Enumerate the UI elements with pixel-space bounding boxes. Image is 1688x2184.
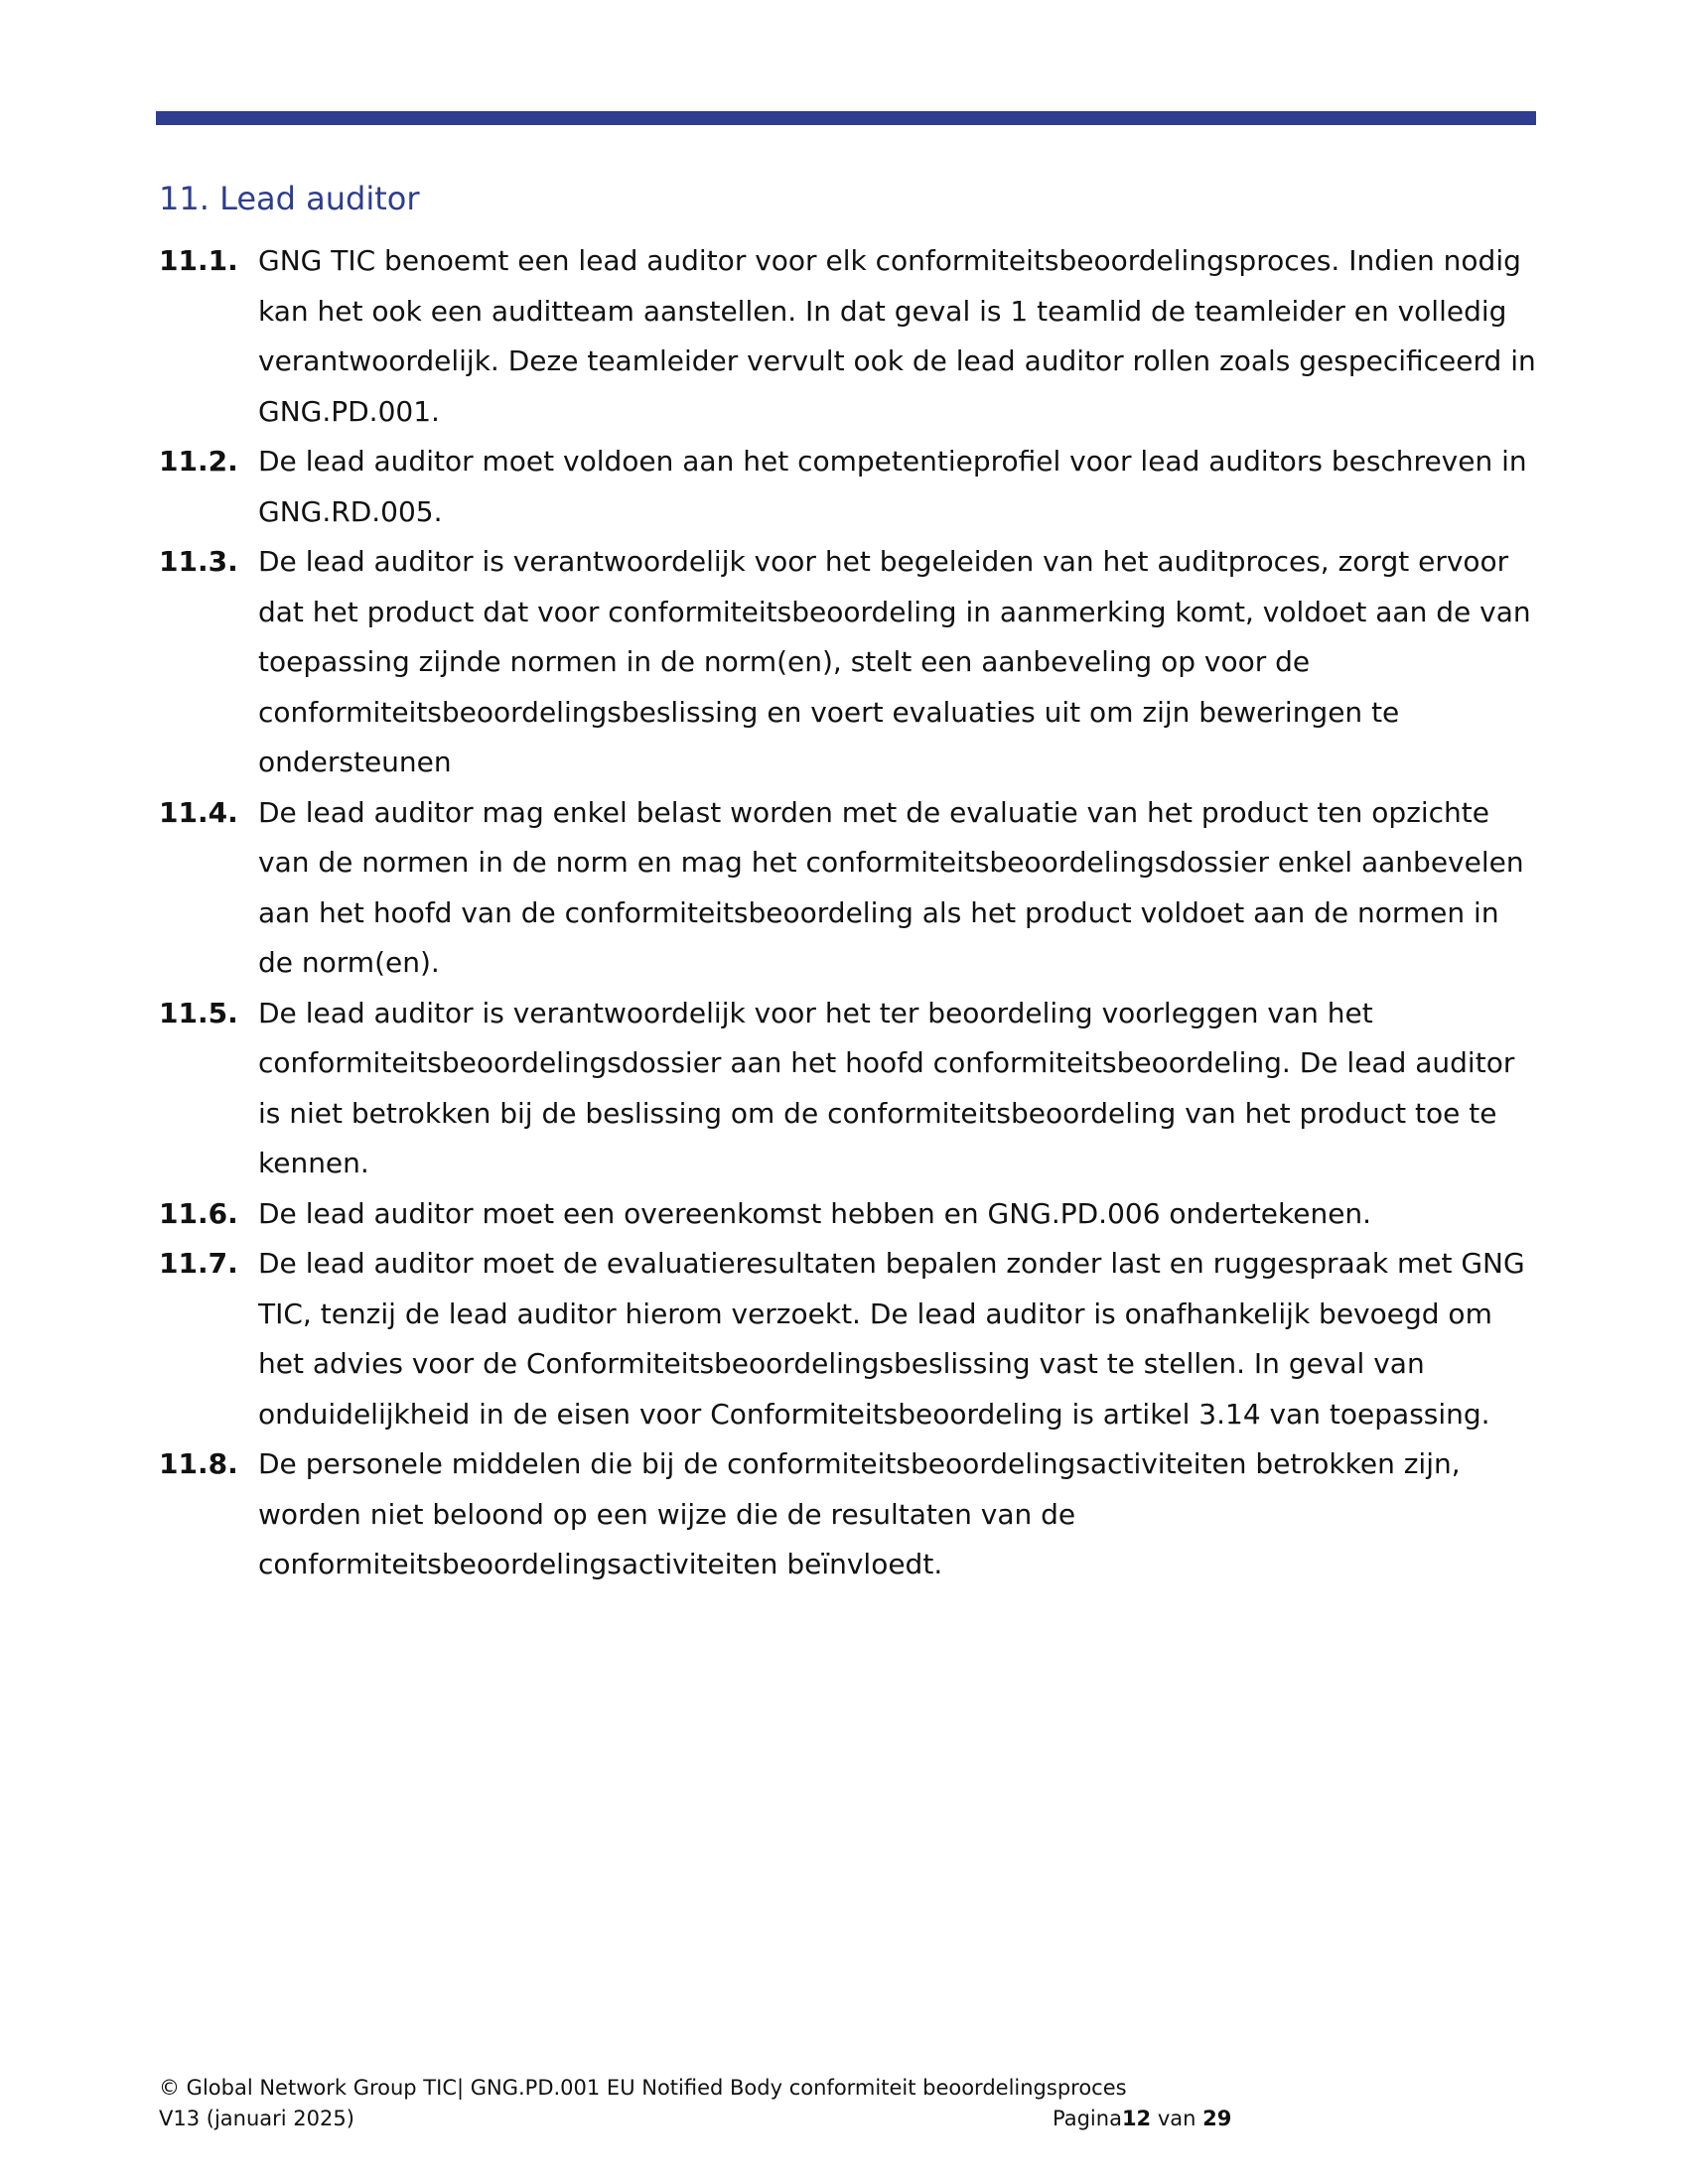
clause-11-1 — [159, 236, 1539, 437]
page-current: 12 — [1121, 2107, 1152, 2130]
clause-number: 11.1. — [159, 244, 238, 277]
clause-number: 11.5. — [159, 996, 238, 1029]
page-number — [1053, 2104, 1231, 2134]
clause-11-7 — [159, 1239, 1539, 1439]
header-rule — [156, 111, 1536, 125]
clause-text: De lead auditor is verantwoordelijk voor het ter beoordeling voorleggen van het conformiteitsbeoordelingsdossier aan het hoofd conformiteitsbeoordeling. De lead auditor is niet betrokken bij de beslissing om de conformiteitsbeoordeling van het product toe te kennen. — [258, 996, 1515, 1179]
clause-11-6 — [159, 1189, 1539, 1240]
section-title: 11. Lead auditor — [159, 180, 420, 217]
clause-number: 11.2. — [159, 445, 238, 478]
clause-11-5 — [159, 989, 1539, 1189]
footer-line-2 — [159, 2104, 1251, 2134]
footer-copyright: © Global Network Group TIC| GNG.PD.001 EU Notified Body conformiteit beoordelingsproces — [159, 2076, 1127, 2100]
page-label: Pagina — [1053, 2107, 1122, 2130]
clause-11-3 — [159, 537, 1539, 788]
page-footer — [159, 2073, 1251, 2134]
page-total: 29 — [1202, 2107, 1232, 2130]
clause-11-8 — [159, 1439, 1539, 1590]
clause-text: De lead auditor moet voldoen aan het competentieprofiel voor lead auditors beschreven in GNG.RD.005. — [258, 445, 1527, 528]
clause-text: De lead auditor is verantwoordelijk voor het begeleiden van het auditproces, zorgt ervoor dat het product dat voor conformiteitsbeoordeling in aanmerking komt, voldoet aan de van toepassing zijnde normen in de norm(en), stelt een aanbeveling op voor de conformiteitsbeoordelingsbeslissing en voert evaluaties uit om zijn beweringen te ondersteunen — [258, 545, 1531, 778]
clause-number: 11.3. — [159, 545, 238, 578]
clause-text: GNG TIC benoemt een lead auditor voor elk conformiteitsbeoordelingsproces. Indien nodig kan het ook een auditteam aanstellen. In dat geval is 1 teamlid de teamleider en volledig verantwoordelijk. Deze teamleider vervult ook de lead auditor rollen zoals gespecificeerd in GNG.PD.001. — [258, 244, 1536, 428]
clause-11-4 — [159, 788, 1539, 989]
clause-text: De lead auditor moet een overeenkomst hebben en GNG.PD.006 ondertekenen. — [258, 1196, 1372, 1230]
clause-text: De lead auditor mag enkel belast worden met de evaluatie van het product ten opzichte van de normen in de norm en mag het conformiteitsbeoordelingsdossier enkel aanbevelen aan het hoofd van de conformiteitsbeoordeling als het product voldoet aan de normen in de norm(en). — [258, 795, 1524, 979]
clause-number: 11.4. — [159, 795, 238, 829]
clause-11-2 — [159, 437, 1539, 537]
clause-number: 11.7. — [159, 1247, 238, 1280]
clause-list — [159, 236, 1539, 1590]
clause-number: 11.6. — [159, 1196, 238, 1230]
clause-text: De lead auditor moet de evaluatieresultaten bepalen zonder last en ruggespraak met GNG TIC, tenzij de lead auditor hierom verzoekt. De lead auditor is onafhankelijk bevoegd om het advies voor de Conformiteitsbeoordelingsbeslissing vast te stellen. In geval van onduidelijkheid in de eisen voor Conformiteitsbeoordeling is artikel 3.14 van toepassing. — [258, 1247, 1525, 1431]
page-of-label: van — [1151, 2107, 1203, 2130]
clause-number: 11.8. — [159, 1447, 238, 1480]
clause-text: De personele middelen die bij de conformiteitsbeoordelingsactiviteiten betrokken zijn, worden niet beloond op een wijze die de resultaten van de conformiteitsbeoordelingsactiviteiten beïnvloedt. — [258, 1447, 1461, 1580]
footer-version: V13 (januari 2025) — [159, 2107, 354, 2130]
